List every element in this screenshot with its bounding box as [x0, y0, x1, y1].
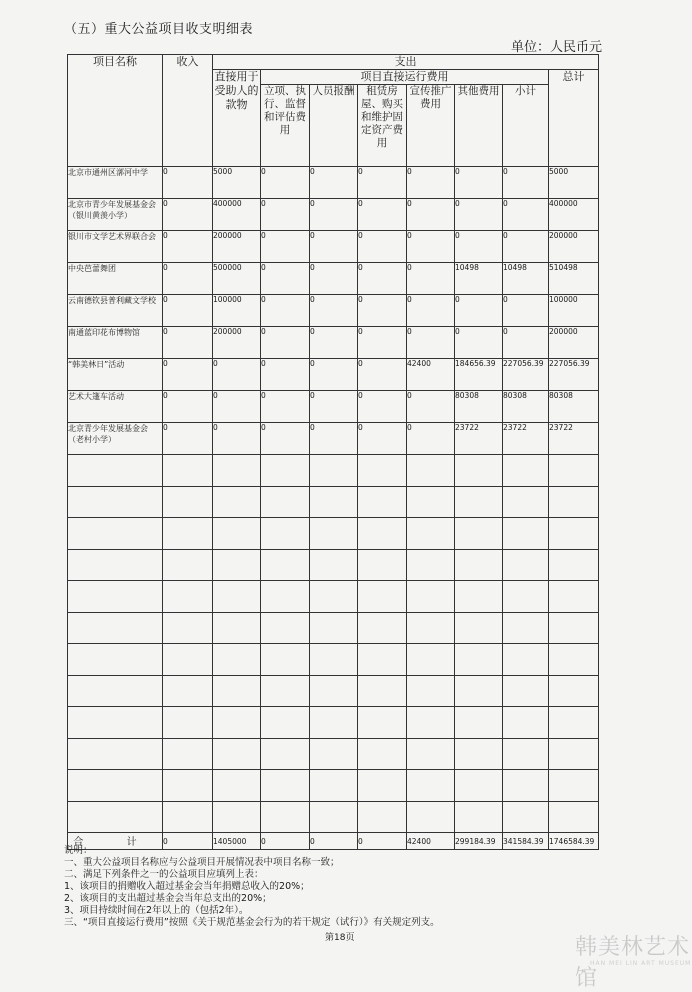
- project-name-cell: 北京市通州区漷河中学: [68, 167, 163, 199]
- empty-cell: [455, 486, 503, 518]
- empty-cell: [358, 707, 407, 739]
- total-cell: 100000: [549, 295, 599, 327]
- total-grand: 1746584.39: [549, 833, 599, 850]
- header-personnel: 人员报酬: [310, 85, 358, 167]
- total-other: 299184.39: [455, 833, 503, 850]
- empty-row: [68, 738, 599, 770]
- empty-cell: [163, 770, 213, 802]
- empty-cell: [407, 549, 455, 581]
- income-cell: 0: [163, 263, 213, 295]
- empty-cell: [455, 581, 503, 613]
- empty-cell: [455, 612, 503, 644]
- empty-cell: [310, 738, 358, 770]
- empty-cell: [68, 549, 163, 581]
- empty-cell: [549, 644, 599, 676]
- empty-cell: [455, 675, 503, 707]
- empty-cell: [358, 644, 407, 676]
- empty-cell: [503, 549, 549, 581]
- empty-cell: [358, 675, 407, 707]
- page-title: （五）重大公益项目收支明细表: [64, 22, 254, 37]
- empty-row: [68, 770, 599, 802]
- empty-cell: [358, 801, 407, 833]
- direct-cell: 0: [213, 391, 261, 423]
- fixed-cell: 0: [358, 327, 407, 359]
- empty-cell: [163, 644, 213, 676]
- project-name-cell: 中央芭蕾舞团: [68, 263, 163, 295]
- empty-cell: [213, 801, 261, 833]
- empty-cell: [68, 707, 163, 739]
- total-cell: 200000: [549, 327, 599, 359]
- promo-cell: 0: [407, 295, 455, 327]
- other-cell: 0: [455, 295, 503, 327]
- personnel-cell: 0: [310, 199, 358, 231]
- subtotal-cell: 0: [503, 167, 549, 199]
- empty-cell: [261, 770, 310, 802]
- empty-cell: [163, 801, 213, 833]
- empty-cell: [261, 549, 310, 581]
- empty-cell: [503, 581, 549, 613]
- empty-cell: [68, 518, 163, 550]
- empty-cell: [503, 455, 549, 487]
- personnel-cell: 0: [310, 263, 358, 295]
- empty-cell: [163, 707, 213, 739]
- empty-cell: [163, 486, 213, 518]
- empty-cell: [549, 518, 599, 550]
- watermark-logo: 韩美林艺术馆: [575, 935, 691, 991]
- total-cell: 510498: [549, 263, 599, 295]
- empty-cell: [213, 612, 261, 644]
- empty-row: [68, 675, 599, 707]
- empty-cell: [261, 675, 310, 707]
- approval-cell: 0: [261, 423, 310, 455]
- table-row: [68, 167, 599, 199]
- empty-row: [68, 801, 599, 833]
- header-expenditure: 支出: [213, 55, 599, 70]
- empty-cell: [261, 707, 310, 739]
- project-name-cell: 艺术大篷车活动: [68, 391, 163, 423]
- approval-cell: 0: [261, 231, 310, 263]
- direct-cell: 100000: [213, 295, 261, 327]
- header-approval-supervision: 立项、执行、监督和评估费用: [261, 85, 310, 167]
- empty-cell: [213, 675, 261, 707]
- empty-cell: [68, 801, 163, 833]
- total-approval: 0: [261, 833, 310, 850]
- personnel-cell: 0: [310, 327, 358, 359]
- empty-cell: [310, 707, 358, 739]
- empty-cell: [163, 549, 213, 581]
- empty-cell: [407, 612, 455, 644]
- empty-cell: [163, 581, 213, 613]
- empty-cell: [407, 486, 455, 518]
- other-cell: 10498: [455, 263, 503, 295]
- project-name-cell: 银川市文学艺术界联合会: [68, 231, 163, 263]
- note-line: 1、该项目的捐赠收入超过基金会当年捐赠总收入的20%；: [64, 881, 310, 892]
- approval-cell: 0: [261, 295, 310, 327]
- watermark-subtext: HAN MEI LIN ART MUSEUM: [590, 960, 692, 967]
- empty-cell: [213, 581, 261, 613]
- empty-cell: [407, 738, 455, 770]
- personnel-cell: 0: [310, 423, 358, 455]
- table-row: [68, 423, 599, 455]
- empty-cell: [407, 801, 455, 833]
- empty-cell: [455, 455, 503, 487]
- empty-cell: [68, 612, 163, 644]
- total-personnel: 0: [310, 833, 358, 850]
- subtotal-cell: 0: [503, 327, 549, 359]
- fixed-cell: 0: [358, 423, 407, 455]
- empty-row: [68, 549, 599, 581]
- header-direct-operating: 项目直接运行费用: [261, 70, 549, 85]
- empty-cell: [407, 644, 455, 676]
- promo-cell: 0: [407, 167, 455, 199]
- empty-cell: [503, 738, 549, 770]
- empty-cell: [310, 612, 358, 644]
- empty-cell: [358, 486, 407, 518]
- project-name-cell: “韩美林日”活动: [68, 359, 163, 391]
- other-cell: 0: [455, 327, 503, 359]
- empty-cell: [213, 644, 261, 676]
- note-line: 一、重大公益项目名称应与公益项目开展情况表中项目名称一致；: [64, 857, 340, 868]
- empty-cell: [503, 801, 549, 833]
- empty-cell: [407, 707, 455, 739]
- header-subtotal: 小计: [503, 85, 549, 167]
- total-cell: 200000: [549, 231, 599, 263]
- personnel-cell: 0: [310, 167, 358, 199]
- currency-unit: 单位：人民币元: [510, 40, 602, 55]
- subtotal-cell: 10498: [503, 263, 549, 295]
- total-promo: 42400: [407, 833, 455, 850]
- empty-cell: [549, 707, 599, 739]
- fixed-cell: 0: [358, 391, 407, 423]
- empty-cell: [455, 707, 503, 739]
- empty-cell: [358, 770, 407, 802]
- empty-cell: [310, 675, 358, 707]
- header-other: 其他费用: [455, 85, 503, 167]
- direct-cell: 5000: [213, 167, 261, 199]
- empty-cell: [455, 518, 503, 550]
- total-subtotal: 341584.39: [503, 833, 549, 850]
- direct-cell: 400000: [213, 199, 261, 231]
- empty-cell: [549, 801, 599, 833]
- subtotal-cell: 0: [503, 295, 549, 327]
- income-cell: 0: [163, 327, 213, 359]
- empty-cell: [549, 486, 599, 518]
- promo-cell: 0: [407, 263, 455, 295]
- subtotal-cell: 23722: [503, 423, 549, 455]
- table-row: [68, 263, 599, 295]
- empty-cell: [310, 518, 358, 550]
- empty-cell: [68, 486, 163, 518]
- other-cell: 80308: [455, 391, 503, 423]
- empty-cell: [455, 801, 503, 833]
- direct-cell: 500000: [213, 263, 261, 295]
- empty-cell: [68, 738, 163, 770]
- header-project-name: 项目名称: [68, 55, 163, 167]
- empty-cell: [549, 455, 599, 487]
- income-cell: 0: [163, 391, 213, 423]
- empty-cell: [213, 738, 261, 770]
- empty-cell: [163, 612, 213, 644]
- promo-cell: 0: [407, 423, 455, 455]
- table-row: [68, 199, 599, 231]
- table-row: [68, 359, 599, 391]
- empty-cell: [163, 455, 213, 487]
- table-row: [68, 231, 599, 263]
- header-promotion: 宣传推广费用: [407, 85, 455, 167]
- header-grand-total: 总计: [549, 70, 599, 167]
- empty-cell: [549, 675, 599, 707]
- empty-cell: [213, 518, 261, 550]
- income-cell: 0: [163, 295, 213, 327]
- promo-cell: 0: [407, 231, 455, 263]
- empty-cell: [68, 455, 163, 487]
- empty-cell: [358, 738, 407, 770]
- project-name-cell: 北京青少年发展基金会（老村小学）: [68, 423, 163, 455]
- empty-cell: [261, 518, 310, 550]
- empty-cell: [310, 549, 358, 581]
- empty-cell: [455, 738, 503, 770]
- income-cell: 0: [163, 423, 213, 455]
- total-cell: 23722: [549, 423, 599, 455]
- other-cell: 0: [455, 231, 503, 263]
- empty-cell: [310, 770, 358, 802]
- empty-row: [68, 486, 599, 518]
- empty-cell: [261, 801, 310, 833]
- empty-cell: [407, 518, 455, 550]
- empty-cell: [549, 549, 599, 581]
- empty-cell: [68, 644, 163, 676]
- income-cell: 0: [163, 167, 213, 199]
- total-label: 合 计: [68, 833, 163, 850]
- project-name-cell: 云南德钦县普利藏文学校: [68, 295, 163, 327]
- approval-cell: 0: [261, 359, 310, 391]
- empty-cell: [310, 644, 358, 676]
- empty-cell: [213, 486, 261, 518]
- total-cell: 227056.39: [549, 359, 599, 391]
- approval-cell: 0: [261, 263, 310, 295]
- personnel-cell: 0: [310, 359, 358, 391]
- subtotal-cell: 0: [503, 199, 549, 231]
- promo-cell: 0: [407, 327, 455, 359]
- promo-cell: 0: [407, 391, 455, 423]
- notes: [64, 845, 440, 929]
- empty-row: [68, 644, 599, 676]
- fixed-cell: 0: [358, 263, 407, 295]
- promo-cell: 42400: [407, 359, 455, 391]
- fixed-cell: 0: [358, 231, 407, 263]
- approval-cell: 0: [261, 167, 310, 199]
- empty-cell: [407, 770, 455, 802]
- empty-cell: [549, 738, 599, 770]
- empty-cell: [163, 675, 213, 707]
- empty-cell: [407, 455, 455, 487]
- project-name-cell: 北京市青少年发展基金会（银川黄羡小学）: [68, 199, 163, 231]
- empty-cell: [261, 486, 310, 518]
- note-line: 说明：: [64, 845, 93, 856]
- total-cell: 5000: [549, 167, 599, 199]
- approval-cell: 0: [261, 327, 310, 359]
- fixed-cell: 0: [358, 167, 407, 199]
- personnel-cell: 0: [310, 295, 358, 327]
- table-row: [68, 391, 599, 423]
- empty-cell: [358, 518, 407, 550]
- empty-cell: [455, 549, 503, 581]
- empty-cell: [213, 770, 261, 802]
- empty-cell: [455, 770, 503, 802]
- fixed-cell: 0: [358, 199, 407, 231]
- empty-cell: [503, 644, 549, 676]
- page-number: 第18页: [325, 933, 355, 943]
- other-cell: 0: [455, 167, 503, 199]
- empty-row: [68, 455, 599, 487]
- empty-cell: [261, 612, 310, 644]
- table-row: [68, 327, 599, 359]
- income-cell: 0: [163, 231, 213, 263]
- empty-row: [68, 518, 599, 550]
- header-direct-to-beneficiaries: 直接用于受助人的款物: [213, 70, 261, 167]
- approval-cell: 0: [261, 199, 310, 231]
- empty-cell: [358, 549, 407, 581]
- empty-cell: [163, 738, 213, 770]
- other-cell: 23722: [455, 423, 503, 455]
- empty-cell: [503, 770, 549, 802]
- empty-cell: [503, 486, 549, 518]
- direct-cell: 200000: [213, 231, 261, 263]
- empty-cell: [358, 455, 407, 487]
- total-direct: 1405000: [213, 833, 261, 850]
- empty-cell: [549, 581, 599, 613]
- empty-row: [68, 612, 599, 644]
- empty-cell: [310, 581, 358, 613]
- other-cell: 184656.39: [455, 359, 503, 391]
- note-line: 3、项目持续时间在2年以上的（包括2年）。: [64, 905, 249, 916]
- project-name-cell: 南通蓝印花布博物馆: [68, 327, 163, 359]
- total-income: 0: [163, 833, 213, 850]
- empty-cell: [503, 612, 549, 644]
- empty-row: [68, 581, 599, 613]
- empty-cell: [261, 738, 310, 770]
- fixed-cell: 0: [358, 359, 407, 391]
- empty-cell: [358, 581, 407, 613]
- income-cell: 0: [163, 359, 213, 391]
- empty-cell: [455, 644, 503, 676]
- note-line: 2、该项目的支出超过基金会当年总支出的20%；: [64, 893, 272, 904]
- empty-cell: [68, 675, 163, 707]
- empty-cell: [358, 612, 407, 644]
- empty-cell: [68, 770, 163, 802]
- empty-cell: [407, 675, 455, 707]
- empty-cell: [261, 644, 310, 676]
- empty-cell: [549, 770, 599, 802]
- personnel-cell: 0: [310, 231, 358, 263]
- empty-cell: [310, 801, 358, 833]
- subtotal-cell: 80308: [503, 391, 549, 423]
- empty-cell: [310, 455, 358, 487]
- empty-cell: [407, 581, 455, 613]
- empty-cell: [503, 675, 549, 707]
- empty-cell: [68, 581, 163, 613]
- header-fixed-assets: 租赁房屋、购买和维护固定资产费用: [358, 85, 407, 167]
- approval-cell: 0: [261, 391, 310, 423]
- empty-cell: [163, 518, 213, 550]
- empty-cell: [261, 581, 310, 613]
- fixed-cell: 0: [358, 295, 407, 327]
- empty-cell: [503, 707, 549, 739]
- direct-cell: 200000: [213, 327, 261, 359]
- empty-cell: [213, 549, 261, 581]
- empty-cell: [213, 455, 261, 487]
- note-line: 二、满足下列条件之一的公益项目应填列上表：: [64, 869, 264, 880]
- empty-cell: [549, 612, 599, 644]
- empty-cell: [213, 707, 261, 739]
- subtotal-cell: 227056.39: [503, 359, 549, 391]
- note-line: 三、“项目直接运行费用”按照《关于规范基金会行为的若干规定（试行）》有关规定列支。: [64, 917, 440, 928]
- direct-cell: 0: [213, 423, 261, 455]
- header-income: 收入: [163, 55, 213, 167]
- empty-row: [68, 707, 599, 739]
- total-cell: 80308: [549, 391, 599, 423]
- total-cell: 400000: [549, 199, 599, 231]
- direct-cell: 0: [213, 359, 261, 391]
- promo-cell: 0: [407, 199, 455, 231]
- empty-cell: [503, 518, 549, 550]
- income-cell: 0: [163, 199, 213, 231]
- subtotal-cell: 0: [503, 231, 549, 263]
- total-fixed: 0: [358, 833, 407, 850]
- empty-cell: [310, 486, 358, 518]
- personnel-cell: 0: [310, 391, 358, 423]
- other-cell: 0: [455, 199, 503, 231]
- table-row: [68, 295, 599, 327]
- expenditure-table: [67, 54, 599, 850]
- empty-cell: [261, 455, 310, 487]
